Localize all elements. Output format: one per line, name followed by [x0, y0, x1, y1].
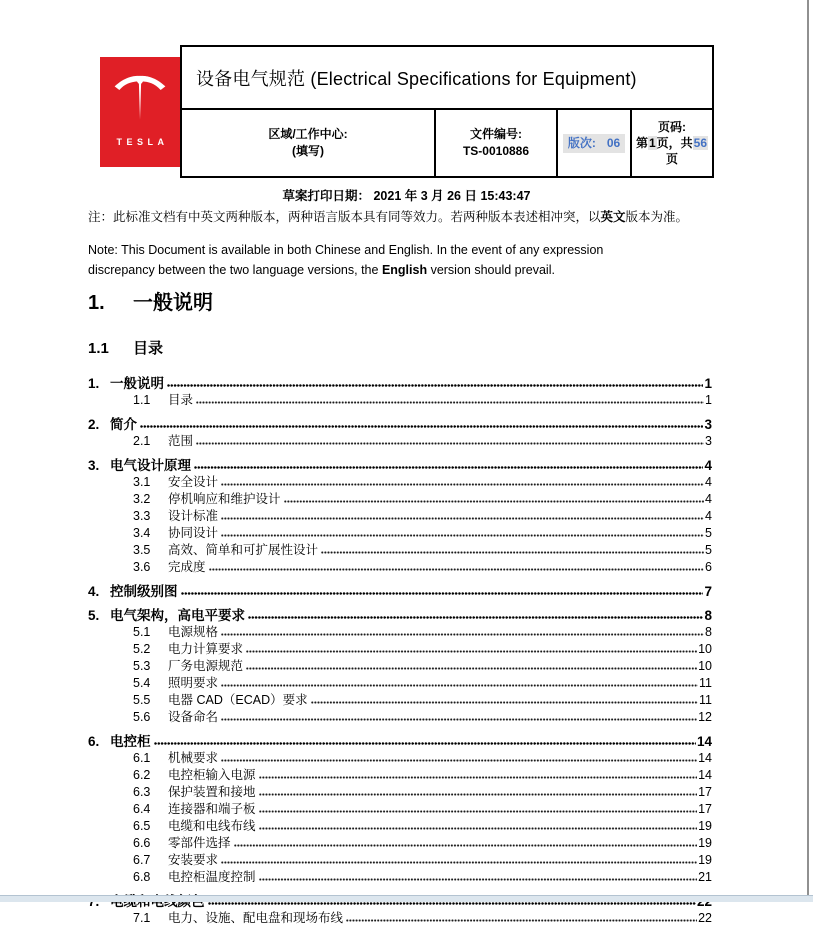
toc-entry-label: 零部件选择: [168, 836, 231, 850]
toc-leader-dots: [221, 633, 704, 636]
toc-entry-number: 5.1: [133, 625, 151, 639]
toc-entry-label: 协同设计: [168, 526, 219, 540]
toc-entry-page: 4: [705, 509, 712, 523]
toc-entry[interactable]: [88, 557, 712, 574]
toc-entry-label: 电缆和电线布线: [168, 819, 256, 833]
toc-entry-page: 21: [698, 870, 712, 884]
toc-leader-dots: [234, 844, 698, 847]
doc-number-value: TS-0010886: [462, 144, 530, 158]
toc-entry[interactable]: [88, 540, 712, 557]
toc-entry-label: 机械要求: [168, 751, 219, 765]
toc-entry-page: 22: [698, 911, 712, 925]
toc-entry-number: 5.: [88, 608, 100, 623]
toc-entry[interactable]: [88, 472, 712, 489]
toc-leader-dots: [311, 701, 698, 704]
toc-entry-page: 10: [698, 642, 712, 656]
toc-leader-dots: [246, 667, 697, 670]
toc-entry[interactable]: [88, 850, 712, 867]
toc-entry-page: 1: [705, 393, 712, 407]
toc-entry-label: 目录: [168, 393, 194, 407]
version-value: 06: [606, 135, 621, 150]
toc-entry-page: 19: [698, 836, 712, 850]
section-heading-1-title: 一般说明: [133, 292, 213, 314]
toc-entry[interactable]: [88, 673, 712, 690]
toc-leader-dots: [259, 878, 698, 881]
toc-entry-label: 停机响应和维护设计: [168, 492, 281, 506]
toc-entry-number: 1.: [88, 376, 100, 391]
section-heading-1: [88, 286, 213, 315]
toc-entry[interactable]: [88, 413, 712, 431]
toc-entry-page: 11: [699, 676, 712, 690]
toc-entry-label: 完成度: [168, 560, 206, 574]
toc-entry-label: 控制级别图: [110, 584, 178, 599]
toc-entry-page: 5: [705, 543, 712, 557]
toc-leader-dots: [194, 466, 703, 469]
toc-entry-label: 电气设计原理: [110, 458, 191, 473]
toc-entry[interactable]: [88, 730, 712, 748]
toc-entry-number: 3.3: [133, 509, 151, 523]
section-heading-1-1-title: 目录: [133, 340, 164, 357]
toc-entry-number: 6.6: [133, 836, 151, 850]
toc-entry-number: 6.: [88, 734, 100, 749]
toc-entry-label: 电控柜: [110, 734, 151, 749]
page-label: 页码:: [658, 120, 686, 134]
toc-entry-number: 6.4: [133, 802, 151, 816]
tesla-wordmark: TESLA: [116, 137, 169, 147]
toc-entry-number: 5.5: [133, 693, 151, 707]
toc-entry-page: 19: [698, 853, 712, 867]
toc-entry-number: 3.5: [133, 543, 151, 557]
window-right-edge: [807, 0, 809, 896]
toc-entry[interactable]: [88, 390, 712, 407]
toc-entry-page: 11: [699, 693, 712, 707]
toc-entry-page: 7: [704, 584, 712, 599]
toc-entry[interactable]: [88, 372, 712, 390]
toc-entry[interactable]: [88, 506, 712, 523]
note-chinese-suffix: 版本为准。: [625, 210, 689, 224]
toc-entry[interactable]: [88, 656, 712, 673]
toc-entry-label: 简介: [110, 417, 137, 432]
toc-entry-number: 6.2: [133, 768, 151, 782]
toc-entry-page: 17: [698, 802, 712, 816]
note-chinese-bold: 英文: [600, 210, 626, 224]
toc-entry-number: 3.4: [133, 526, 151, 540]
toc-entry[interactable]: [88, 690, 712, 707]
toc-entry-number: 6.8: [133, 870, 151, 884]
toc-leader-dots: [167, 384, 703, 387]
page-total-field[interactable]: 56: [693, 136, 708, 150]
toc-entry-label: 一般说明: [110, 376, 164, 391]
note-english-bold: English: [381, 263, 428, 277]
toc-leader-dots: [154, 742, 696, 745]
toc-leader-dots: [181, 592, 704, 595]
toc-entry-number: 5.3: [133, 659, 151, 673]
header-info-row: [182, 110, 712, 176]
toc-leader-dots: [209, 568, 705, 571]
toc-leader-dots: [208, 902, 696, 905]
page-middle: 页，共: [656, 136, 693, 150]
toc-entry-number: 6.3: [133, 785, 151, 799]
toc-entry-label: 电力、设施、配电盘和现场布线: [168, 911, 344, 925]
note-chinese-text: 注：此标准文档有中英文两种版本，两种语言版本具有同等效力。若两种版本表述相冲突，以: [88, 210, 601, 224]
toc-entry-label: 高效、简单和可扩展性设计: [168, 543, 319, 557]
toc-entry-label: 电源规格: [168, 625, 219, 639]
toc-entry[interactable]: [88, 765, 712, 782]
toc-entry[interactable]: [88, 816, 712, 833]
toc-entry[interactable]: [88, 799, 712, 816]
toc-entry-page: 3: [704, 417, 712, 432]
toc-entry-label: 设计标准: [168, 509, 219, 523]
toc-entry-number: 2.: [88, 417, 100, 432]
toc-entry-number: 2.1: [133, 434, 151, 448]
toc-entry-label: 安全设计: [168, 475, 219, 489]
toc-entry[interactable]: [88, 833, 712, 850]
note-english: [88, 240, 672, 280]
toc-entry[interactable]: [88, 604, 712, 622]
toc-entry-page: 4: [705, 475, 712, 489]
page-prefix: 第: [635, 136, 648, 150]
toc-leader-dots: [246, 650, 697, 653]
toc-entry-page: 14: [698, 751, 712, 765]
toc-entry-label: 电气架构，高电平要求: [110, 608, 245, 623]
table-of-contents: [88, 366, 712, 925]
toc-entry-label: 设备命名: [168, 710, 219, 724]
toc-entry-number: 6.5: [133, 819, 151, 833]
toc-leader-dots: [284, 500, 705, 503]
toc-entry-number: 3.: [88, 458, 100, 473]
toc-entry-label: 电控柜温度控制: [168, 870, 256, 884]
version-field[interactable]: [563, 134, 625, 153]
toc-entry-number: 7.1: [133, 911, 151, 925]
section-heading-1-number: 1.: [88, 292, 105, 314]
toc-entry-number: 5.6: [133, 710, 151, 724]
toc-entry-number: 1.1: [133, 393, 151, 407]
toc-entry[interactable]: [88, 431, 712, 448]
toc-leader-dots: [259, 810, 698, 813]
toc-entry-label: 安装要求: [168, 853, 219, 867]
toc-entry-label: 连接器和端子板: [168, 802, 256, 816]
toc-entry[interactable]: [88, 908, 712, 925]
toc-entry-number: 5.4: [133, 676, 151, 690]
toc-entry[interactable]: [88, 523, 712, 540]
doc-number-cell: [434, 110, 556, 176]
toc-entry[interactable]: [88, 580, 712, 598]
toc-leader-dots: [259, 776, 698, 779]
toc-entry-page: 3: [705, 434, 712, 448]
toc-entry-label: 保护装置和接地: [168, 785, 256, 799]
toc-entry-page: 4: [704, 458, 712, 473]
page-suffix: 页: [665, 152, 678, 166]
toc-entry[interactable]: [88, 639, 712, 656]
note-english-text: Note: This Document is available in both Chinese and English. In the event of any expression discrepancy between the two language versions, the: [88, 243, 604, 277]
toc-entry-label: 电力计算要求: [168, 642, 244, 656]
toc-leader-dots: [196, 442, 704, 445]
toc-entry-number: 3.2: [133, 492, 151, 506]
version-label: 版次:: [567, 135, 596, 150]
toc-leader-dots: [221, 534, 704, 537]
section-heading-1-1-number: 1.1: [88, 340, 109, 357]
toc-entry-page: 1: [704, 376, 712, 391]
header-table: [180, 45, 714, 178]
toc-entry-number: 5.2: [133, 642, 151, 656]
toc-leader-dots: [221, 684, 698, 687]
page-cell: [630, 110, 712, 176]
toc-entry-label: 范围: [168, 434, 194, 448]
window-bottom-strip: [0, 895, 813, 902]
page-current-field[interactable]: 1: [648, 136, 656, 150]
toc-leader-dots: [321, 551, 704, 554]
toc-leader-dots: [259, 793, 698, 796]
note-chinese: [88, 207, 728, 227]
region-label: 区域/工作中心:: [268, 127, 348, 141]
toc-entry[interactable]: [88, 707, 712, 724]
toc-leader-dots: [140, 425, 703, 428]
toc-entry-label: 厂务电源规范: [168, 659, 244, 673]
toc-leader-dots: [221, 759, 697, 762]
toc-entry-page: 14: [698, 768, 712, 782]
toc-leader-dots: [221, 517, 704, 520]
toc-entry-number: 3.1: [133, 475, 151, 489]
toc-entry[interactable]: [88, 489, 712, 506]
toc-entry-page: 8: [704, 608, 712, 623]
toc-entry-page: 12: [698, 710, 712, 724]
document-title: 设备电气规范 (Electrical Specifications for Equipment): [182, 47, 712, 110]
toc-leader-dots: [196, 401, 704, 404]
toc-entry[interactable]: [88, 748, 712, 765]
toc-leader-dots: [221, 718, 697, 721]
toc-entry[interactable]: [88, 622, 712, 639]
toc-entry-number: 3.6: [133, 560, 151, 574]
toc-entry-page: 5: [705, 526, 712, 540]
toc-entry-label: 电器 CAD（ECAD）要求: [168, 693, 308, 707]
note-english-suffix: version should prevail.: [427, 263, 555, 277]
page-line: [636, 135, 708, 151]
toc-leader-dots: [221, 861, 697, 864]
toc-entry-number: 6.7: [133, 853, 151, 867]
toc-entry-page: 4: [705, 492, 712, 506]
toc-leader-dots: [346, 919, 697, 922]
section-heading-1-1: [88, 337, 163, 358]
toc-leader-dots: [259, 827, 698, 830]
toc-entry-label: 电控柜输入电源: [168, 768, 256, 782]
tesla-t-icon: [111, 66, 169, 130]
region-value[interactable]: (填写): [292, 144, 324, 158]
print-date: 草案打印日期： 2021 年 3 月 26 日 15:43:47: [282, 189, 531, 203]
doc-number-label: 文件编号:: [470, 127, 522, 141]
toc-entry-number: 4.: [88, 584, 100, 599]
toc-entry[interactable]: [88, 867, 712, 884]
toc-entry-label: 照明要求: [168, 676, 219, 690]
region-cell: [182, 110, 434, 176]
toc-entry-page: 6: [705, 560, 712, 574]
toc-entry-page: 19: [698, 819, 712, 833]
toc-entry-number: 6.1: [133, 751, 151, 765]
toc-entry[interactable]: [88, 454, 712, 472]
version-cell: [556, 110, 630, 176]
toc-entry[interactable]: [88, 782, 712, 799]
tesla-logo: [100, 57, 180, 167]
toc-leader-dots: [248, 616, 703, 619]
toc-entry-page: 14: [696, 734, 712, 749]
toc-entry-page: 8: [705, 625, 712, 639]
toc-leader-dots: [221, 483, 704, 486]
toc-entry-page: 17: [698, 785, 712, 799]
toc-entry-page: 10: [698, 659, 712, 673]
